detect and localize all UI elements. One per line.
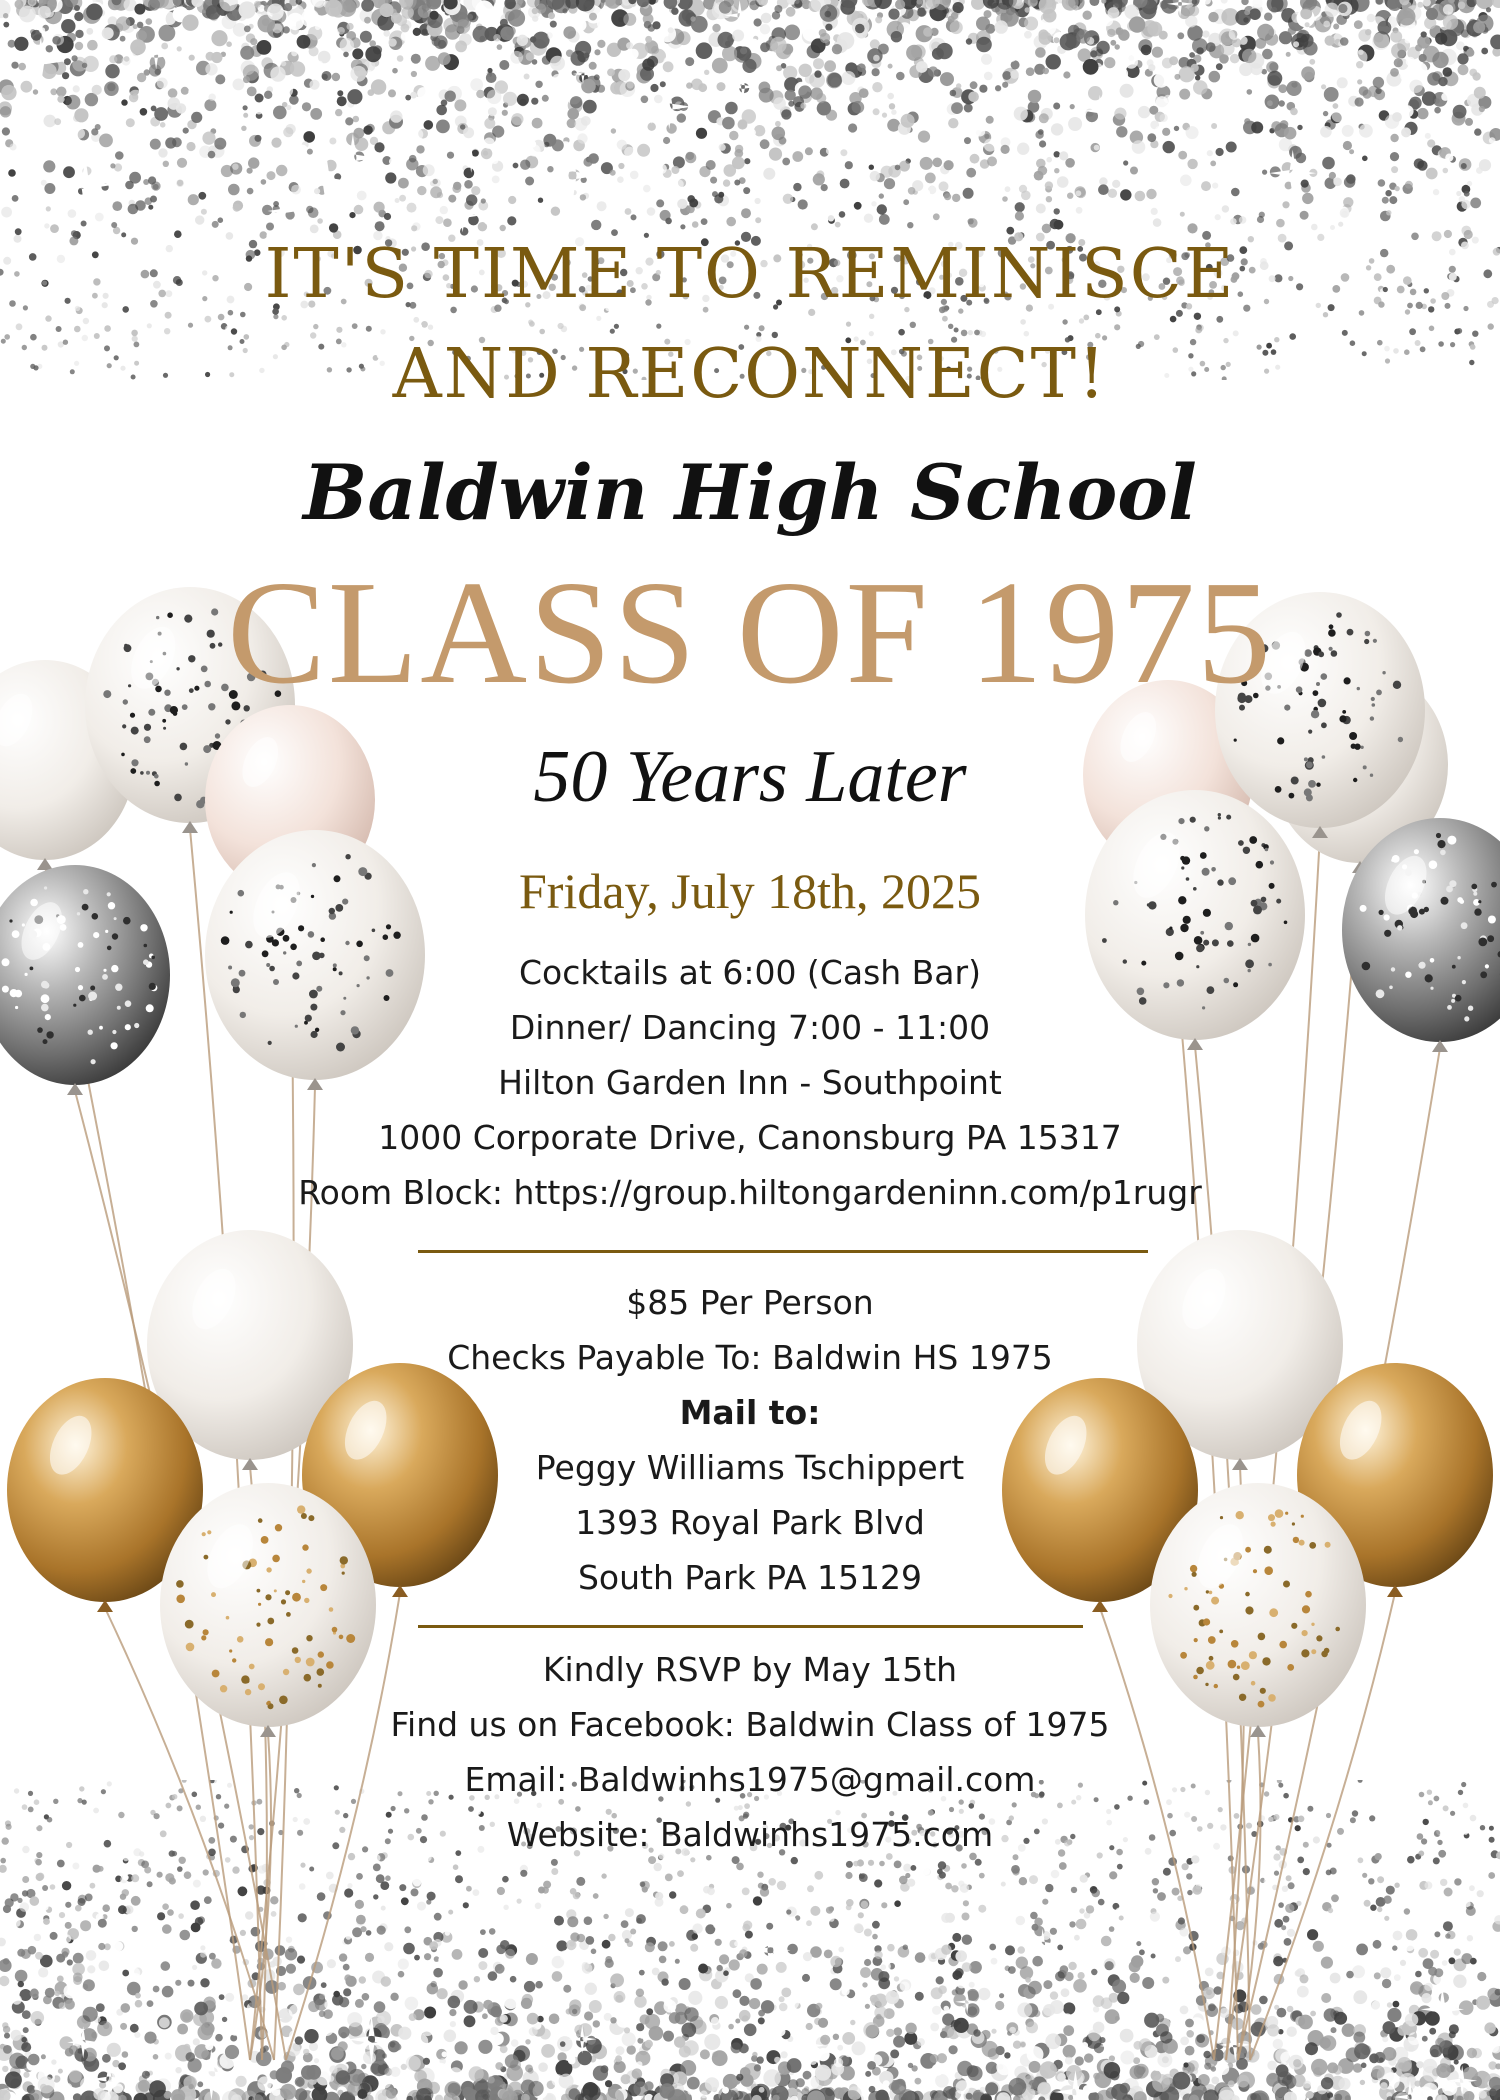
- mail-street: 1393 Royal Park Blvd: [575, 1503, 925, 1542]
- headline-line-2: AND RECONNECT!: [392, 335, 1108, 414]
- mail-to-label: Mail to:: [679, 1393, 821, 1432]
- checks-payable: Checks Payable To: Baldwin HS 1975: [447, 1338, 1053, 1377]
- detail-venue: Hilton Garden Inn - Southpoint: [498, 1063, 1002, 1102]
- website-info[interactable]: Website: Baldwinhs1975.com: [506, 1815, 994, 1854]
- headline: [0, 225, 1500, 425]
- mail-name: Peggy Williams Tschippert: [535, 1448, 965, 1487]
- event-date: Friday, July 18th, 2025: [518, 863, 982, 919]
- event-details: [0, 945, 1500, 1220]
- rsvp-deadline: Kindly RSVP by May 15th: [542, 1650, 958, 1689]
- rsvp-info: [0, 1642, 1500, 1862]
- email-info[interactable]: Email: Baldwinhs1975@gmail.com: [464, 1760, 1036, 1799]
- divider-1: [418, 1250, 1148, 1253]
- detail-address: 1000 Corporate Drive, Canonsburg PA 15317: [378, 1118, 1122, 1157]
- payment-info: [0, 1275, 1500, 1605]
- detail-room-block[interactable]: Room Block: https://group.hiltongardeninn.com/p1rugr: [298, 1173, 1202, 1212]
- detail-dinner: Dinner/ Dancing 7:00 - 11:00: [509, 1008, 991, 1047]
- divider-2: [418, 1625, 1083, 1628]
- years-later-subtitle: 50 Years Later: [533, 736, 967, 818]
- school-name: Baldwin High School: [303, 448, 1197, 537]
- mail-city: South Park PA 15129: [577, 1558, 923, 1597]
- class-of-title: CLASS OF 1975: [227, 551, 1273, 715]
- headline-line-1: IT'S TIME TO REMINISCE: [264, 235, 1236, 314]
- detail-cocktails: Cocktails at 6:00 (Cash Bar): [519, 953, 981, 992]
- price: $85 Per Person: [626, 1283, 874, 1322]
- facebook-info[interactable]: Find us on Facebook: Baldwin Class of 1975: [390, 1705, 1110, 1744]
